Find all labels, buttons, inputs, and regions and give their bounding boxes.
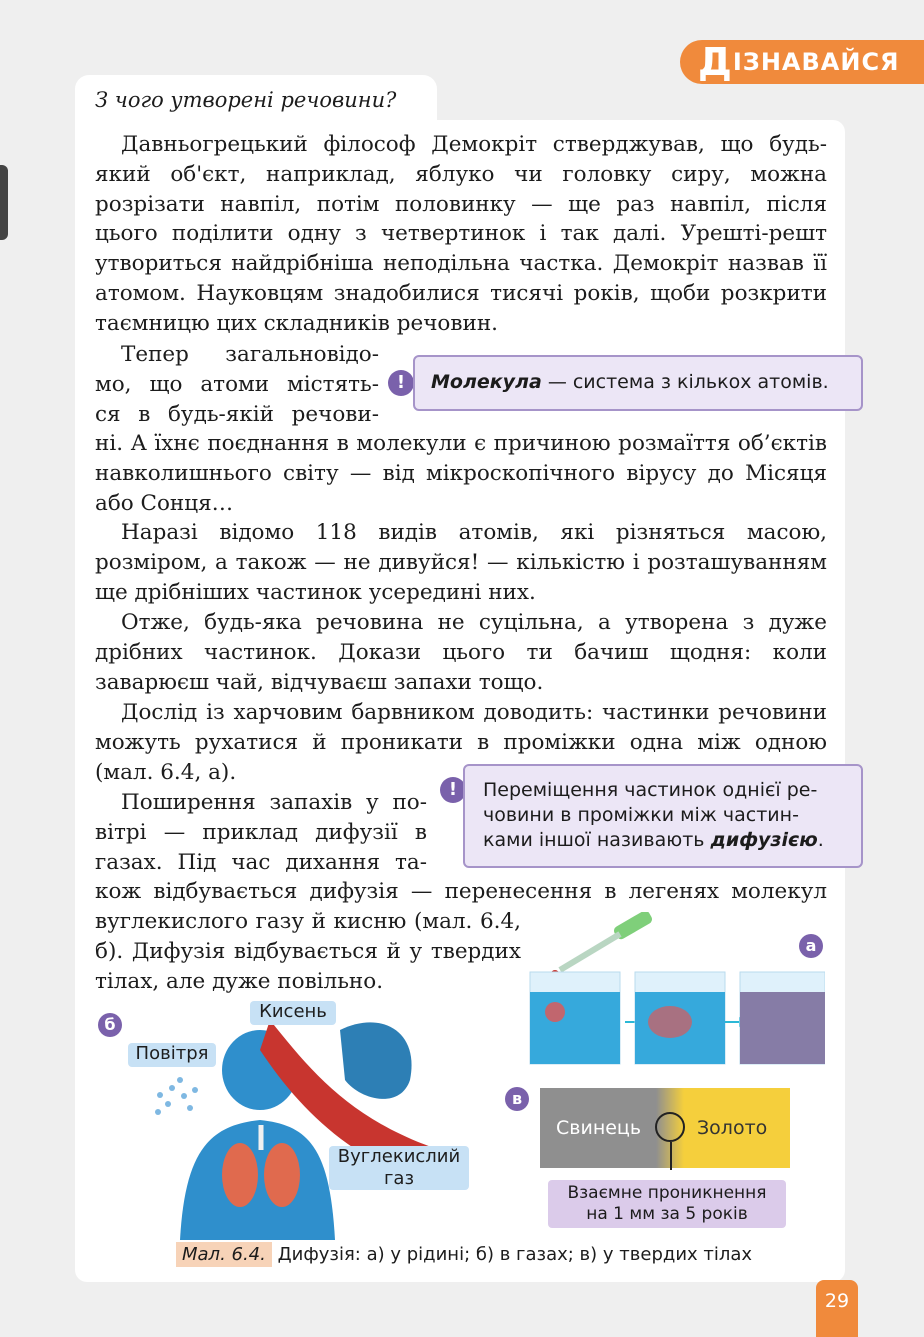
respiration-illustration <box>150 1000 440 1240</box>
note-line: ками іншої називають <box>483 829 711 851</box>
label-co2 <box>329 1146 469 1190</box>
exclamation-icon: ! <box>440 777 466 803</box>
paragraph-text: Давньогрецький філософ Демокріт стверджував, що будь-який об'єкт, наприклад, яблуко чи головку сиру, можна розрізати навпіл, потім половинку — ще раз навпіл, після цього поділити одну з четвертинок і так далі. Урешті-решт утвориться найдрібніша неподільна частка. Демокріт назвав її атомом. Науковцям знадобилися тисячі років, щоби розкрити таємницю цих складників речовин. <box>95 132 827 336</box>
text-line: б). Дифузія відбувається й у твердих <box>95 938 521 964</box>
paragraph-text: Отже, будь-яка речовина не суцільна, а утворена з дуже дрібних частинок. Докази цього ти бачиш щодня: коли заварюєш чай, відчуваєш запахи тощо. <box>95 610 827 695</box>
note-line: човини в проміжки між частин- <box>483 804 799 826</box>
label-line: Взаємне проникнення <box>567 1183 767 1203</box>
caption-ref: Мал. 6.4. <box>176 1242 272 1267</box>
text-line: ся в будь-якій речови- <box>95 401 379 427</box>
text-line: мо, що атоми містять- <box>95 371 379 397</box>
term-diffusion: дифузією <box>710 829 818 851</box>
note-molecule <box>413 355 863 411</box>
text-line: Тепер загальновідо- <box>121 342 379 367</box>
paragraph-solids <box>95 907 521 996</box>
solid-diffusion-illustration <box>540 1088 790 1168</box>
caption-text: Дифузія: а) у рідині; б) в газах; в) у твердих тілах <box>277 1244 753 1265</box>
label-line: на 1 мм за 5 років <box>586 1204 748 1224</box>
air-particles <box>155 1077 198 1115</box>
paragraph-particles <box>95 608 827 697</box>
paragraph-atoms-narrow <box>95 340 379 429</box>
magnifier-circle <box>655 1112 685 1142</box>
figure-badge-v: в <box>505 1087 529 1111</box>
text-line: газах. Під час дихання та- <box>95 849 427 875</box>
label-gold: Золото <box>697 1117 768 1139</box>
label-lead: Свинець <box>556 1117 642 1139</box>
label-mutual-penetration <box>548 1180 786 1228</box>
section-badge <box>680 40 924 84</box>
paragraph-text: ні. А їхнє поєднання в молекули є причиною розмаїття об’єктів навколишнього світу — від мікроскопічного вірусу до Місяця або Сонця… <box>95 431 827 516</box>
paragraph-text: Наразі відомо 118 видів атомів, які різняться масою, розміром, а також — не дивуйся! — кількістю і розташуванням ще дрібніших частинок усередині них. <box>95 520 827 605</box>
pointer-line <box>670 1142 672 1170</box>
paragraph-smell-wide <box>95 877 827 907</box>
beaker-2 <box>635 972 725 1064</box>
label-oxygen: Кисень <box>250 1001 336 1025</box>
text-line: тілах, але дуже повільно. <box>95 968 384 994</box>
page-number: 29 <box>816 1280 858 1337</box>
beaker-3 <box>740 972 825 1064</box>
paragraph-smell-narrow <box>95 788 427 877</box>
label-line: газ <box>383 1168 415 1189</box>
note-period: . <box>817 829 824 851</box>
text-line: кож відбувається дифузія — перенесення в легенях молекул <box>95 879 827 904</box>
paragraph-118-atoms <box>95 518 827 607</box>
text-line: Поширення запахів у по- <box>121 790 427 815</box>
label-line: Вуглекислий <box>337 1146 461 1167</box>
figure-caption <box>176 1244 752 1265</box>
paragraph-text: Дослід із харчовим барвником доводить: частинки речовини можуть рухатися й проникати в проміжки одна між одною (мал. 6.4, а). <box>95 700 827 785</box>
term-molecule: Молекула <box>431 371 542 393</box>
text-line: вітрі — приклад дифузії в <box>95 819 427 845</box>
edge-tab <box>0 165 8 240</box>
note-diffusion <box>463 764 863 868</box>
liquid-diffusion-illustration <box>525 912 825 1072</box>
figure-badge-b: б <box>98 1013 122 1037</box>
paragraph-atoms-wide <box>95 429 827 518</box>
paragraph-democritus <box>95 130 827 339</box>
exclamation-icon: ! <box>388 370 414 396</box>
note-line: Переміщення частинок однієї ре- <box>483 779 818 801</box>
section-title: З чого утворені речовини? <box>95 88 397 112</box>
beaker-1 <box>530 972 620 1064</box>
note-text: — система з кількох атомів. <box>541 371 829 393</box>
text-line: вуглекислого газу й кисню (мал. 6.4, <box>95 909 521 934</box>
label-air: Повітря <box>128 1043 216 1067</box>
section-badge-initial: Д <box>698 40 733 84</box>
section-badge-text: ІЗНАВАЙСЯ <box>732 48 900 76</box>
figure-badge-a: а <box>799 934 823 958</box>
